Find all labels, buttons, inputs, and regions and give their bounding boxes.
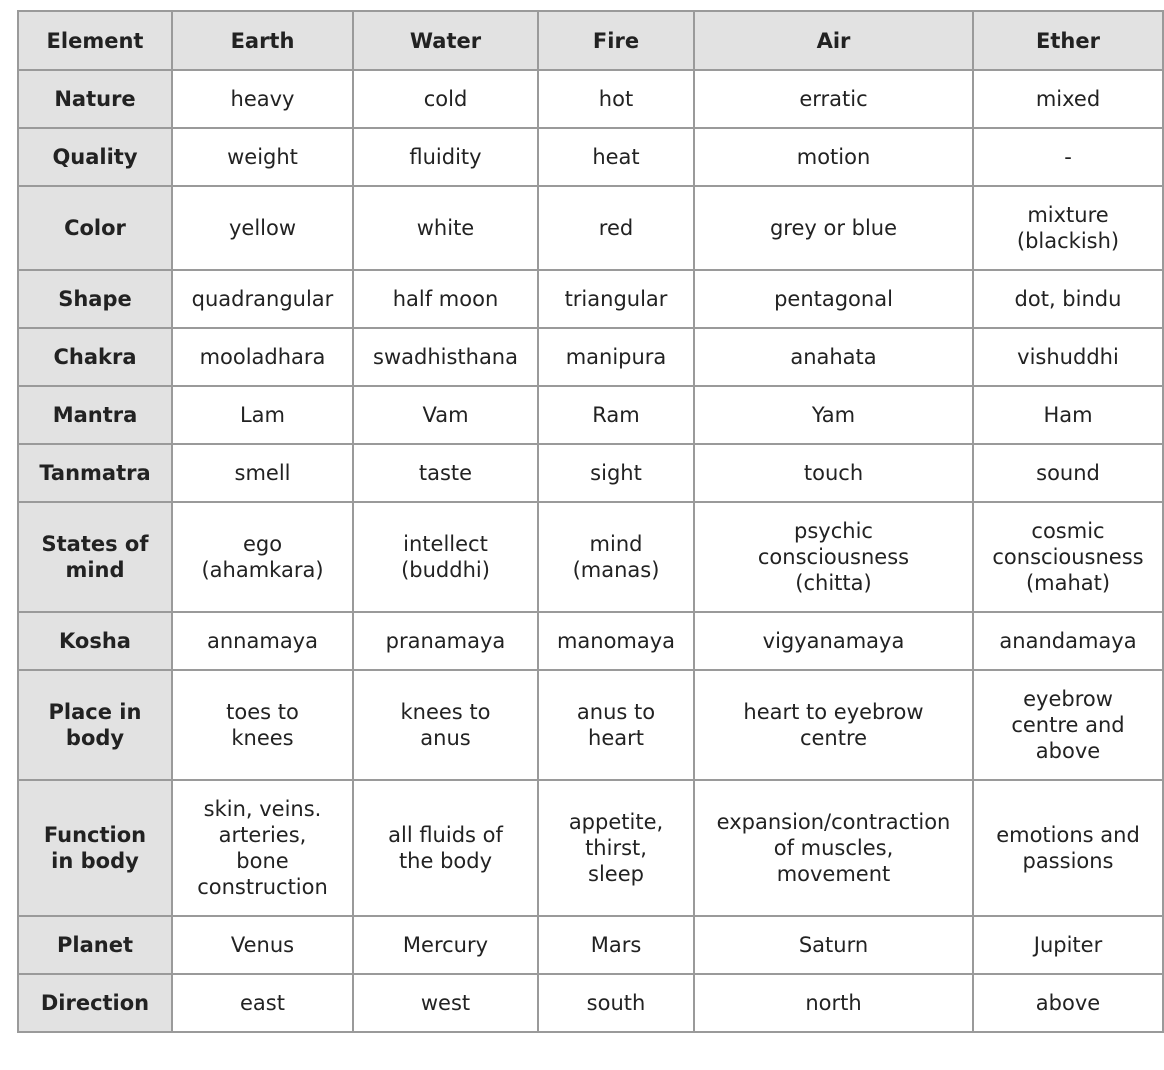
table-cell [172,916,353,974]
table-cell [694,128,973,186]
table-row [18,186,1163,270]
table-cell [694,780,973,916]
header-element: Element [18,11,172,70]
table-cell [538,328,694,386]
row-header [18,386,172,444]
cell-value: Saturn [798,933,869,957]
cell-value: mooladhara [199,345,326,369]
row-header-label: Tanmatra [39,461,151,485]
row-header-label: Function in body [43,823,147,873]
cell-value: quadrangular [191,287,334,311]
table-cell [973,386,1163,444]
table-cell [694,916,973,974]
cell-value: fluidity [409,145,482,169]
row-header-label: Color [64,216,126,240]
table-cell [172,974,353,1032]
table-cell [172,128,353,186]
table-cell [172,502,353,612]
cell-value: sound [1036,461,1100,485]
cell-value: expansion/contraction of muscles, movement [716,810,951,886]
table-cell [694,612,973,670]
cell-value: Ham [1043,403,1093,427]
row-header [18,670,172,780]
row-header-label: States of mind [41,532,149,582]
table-cell [973,670,1163,780]
cell-value: hot [598,87,634,111]
cell-value: Vam [422,403,469,427]
cell-value: manomaya [556,629,676,653]
table-row [18,780,1163,916]
table-cell [353,780,538,916]
table-cell [538,386,694,444]
cell-value: pranamaya [385,629,506,653]
cell-value: above [1035,991,1101,1015]
header-water: Water [353,11,538,70]
cell-value: touch [803,461,864,485]
row-header [18,328,172,386]
cell-value: Lam [239,403,286,427]
cell-value: cold [423,87,468,111]
cell-value: Yam [811,403,856,427]
table-cell [172,328,353,386]
row-header [18,70,172,128]
cell-value: toes to knees [226,700,299,750]
cell-value: all fluids of the body [388,823,503,873]
table-row [18,916,1163,974]
cell-value: erratic [799,87,868,111]
cell-value: anandamaya [999,629,1137,653]
row-header-label: Direction [40,991,150,1015]
table-cell [694,328,973,386]
cell-value: Mars [590,933,642,957]
table-cell [694,386,973,444]
cell-value: eyebrow centre and above [1011,687,1125,763]
table-cell [973,502,1163,612]
table-cell [353,444,538,502]
table-cell [973,70,1163,128]
table-cell [172,386,353,444]
table-cell [538,70,694,128]
cell-value: intellect (buddhi) [401,532,490,582]
table-row [18,328,1163,386]
table-cell [538,916,694,974]
table-cell [973,916,1163,974]
table-cell [172,186,353,270]
cell-value: swadhisthana [373,345,518,369]
cell-value: north [805,991,862,1015]
cell-value: west [420,991,471,1015]
cell-value: Mercury [402,933,489,957]
table-cell [172,612,353,670]
row-header [18,780,172,916]
cell-value: heart to eyebrow centre [743,700,924,750]
cell-value: mind (manas) [572,532,660,582]
cell-value: smell [234,461,291,485]
table-cell [353,916,538,974]
row-header [18,270,172,328]
table-cell [353,270,538,328]
header-ether: Ether [973,11,1163,70]
row-header-label: Shape [58,287,132,311]
table-cell [353,328,538,386]
elements-table [17,10,1164,1033]
table-cell [694,444,973,502]
table-cell [694,974,973,1032]
table-cell [538,670,694,780]
cell-value: manipura [565,345,667,369]
cell-value: appetite, thirst, sleep [568,810,664,886]
table-cell [538,780,694,916]
row-header [18,444,172,502]
table-cell [694,70,973,128]
table-row [18,974,1163,1032]
table-row [18,270,1163,328]
table-cell [973,270,1163,328]
table-container [17,10,1164,1033]
cell-value: anahata [790,345,877,369]
cell-value: heavy [230,87,295,111]
cell-value: psychic consciousness (chitta) [757,519,910,595]
table-row [18,444,1163,502]
cell-value: weight [227,145,298,169]
table-row [18,128,1163,186]
table-cell [353,70,538,128]
table-cell [538,186,694,270]
table-cell [172,444,353,502]
cell-value: half moon [392,287,499,311]
cell-value: vishuddhi [1017,345,1119,369]
cell-value: vigyanamaya [762,629,905,653]
cell-value: red [598,216,634,240]
table-cell [353,974,538,1032]
table-row [18,70,1163,128]
table-cell [353,128,538,186]
table-cell [694,186,973,270]
cell-value: yellow [228,216,297,240]
cell-value: heat [592,145,640,169]
cell-value: triangular [564,287,668,311]
cell-value: emotions and passions [996,823,1140,873]
row-header-label: Mantra [52,403,138,427]
cell-value: ego (ahamkara) [201,532,324,582]
cell-value: Venus [230,933,295,957]
row-header-label: Chakra [53,345,137,369]
header-air: Air [694,11,973,70]
cell-value: - [1064,145,1072,169]
cell-value: Ram [592,403,640,427]
table-cell [694,670,973,780]
header-fire: Fire [538,11,694,70]
table-cell [353,612,538,670]
table-body [18,70,1163,1032]
table-cell [172,780,353,916]
header-earth: Earth [172,11,353,70]
table-cell [973,128,1163,186]
table-cell [538,444,694,502]
table-row [18,502,1163,612]
cell-value: anus to heart [576,700,656,750]
table-cell [538,270,694,328]
cell-value: skin, veins. arteries, bone construction [197,797,328,899]
table-cell [353,670,538,780]
table-cell [973,974,1163,1032]
row-header-label: Nature [54,87,136,111]
table-cell [353,186,538,270]
cell-value: taste [418,461,473,485]
row-header [18,502,172,612]
cell-value: grey or blue [769,216,898,240]
row-header [18,128,172,186]
table-cell [538,974,694,1032]
row-header-label: Kosha [59,629,131,653]
table-cell [694,502,973,612]
table-cell [538,128,694,186]
row-header [18,916,172,974]
row-header [18,974,172,1032]
table-row [18,670,1163,780]
cell-value: Jupiter [1033,933,1103,957]
cell-value: knees to anus [400,700,491,750]
table-cell [694,270,973,328]
table-cell [172,670,353,780]
table-cell [973,612,1163,670]
cell-value: mixture (blackish) [1016,203,1120,253]
table-cell [973,186,1163,270]
row-header-label: Place in body [48,700,142,750]
cell-value: motion [796,145,871,169]
table-cell [973,328,1163,386]
cell-value: mixed [1035,87,1101,111]
table-cell [538,612,694,670]
table-cell [172,70,353,128]
row-header-label: Planet [57,933,133,957]
table-row [18,612,1163,670]
table-cell [538,502,694,612]
table-cell [353,502,538,612]
row-header-label: Quality [52,145,138,169]
table-cell [973,780,1163,916]
table-cell [172,270,353,328]
cell-value: pentagonal [774,287,893,311]
cell-value: cosmic consciousness (mahat) [992,519,1144,595]
row-header [18,612,172,670]
table-row [18,386,1163,444]
table-cell [353,386,538,444]
cell-value: south [586,991,646,1015]
row-header [18,186,172,270]
cell-value: east [240,991,285,1015]
cell-value: annamaya [207,629,318,653]
header-row [18,11,1163,70]
cell-value: dot, bindu [1014,287,1122,311]
cell-value: sight [590,461,642,485]
table-cell [973,444,1163,502]
cell-value: white [416,216,475,240]
